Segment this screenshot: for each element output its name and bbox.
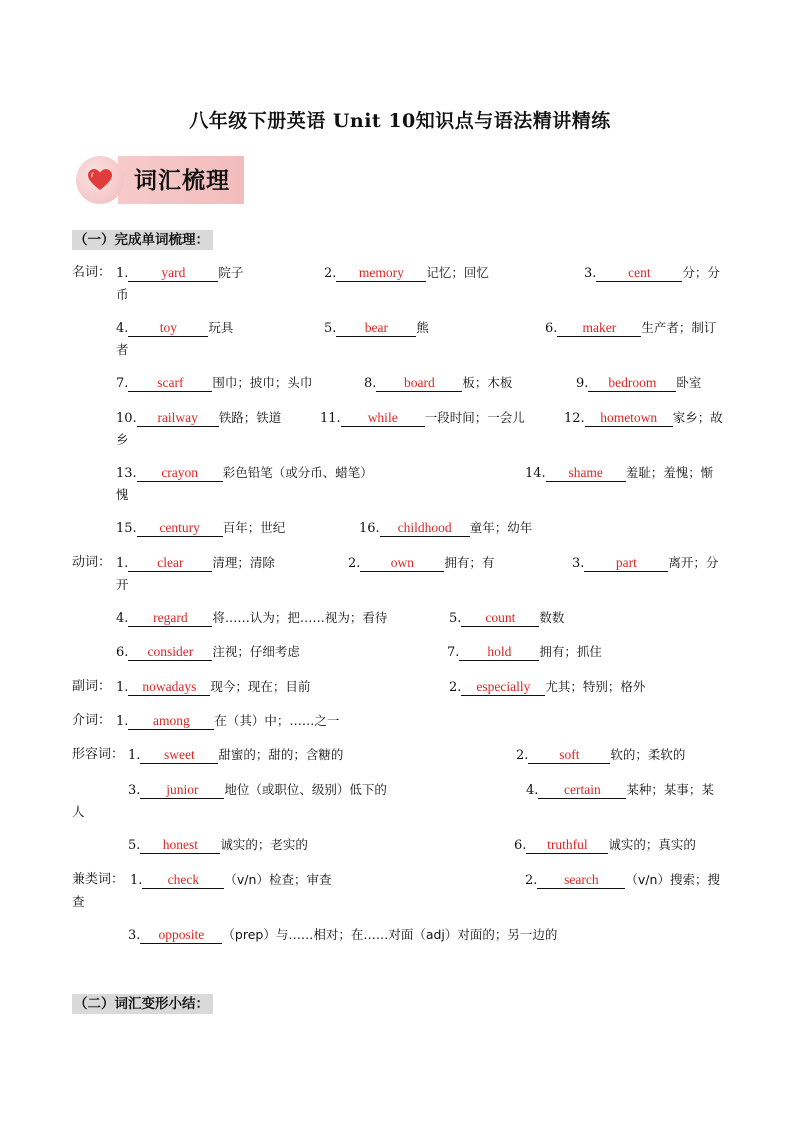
adjective-item: 5. honest 诚实的；老实的 xyxy=(128,837,308,853)
noun-item: 13. crayon 彩色铅笔（或分币、蜡笔） xyxy=(116,465,373,481)
section-heading-2: （二）词汇变形小结： xyxy=(72,994,213,1014)
noun-item: 10. railway 铁路；铁道 xyxy=(116,410,282,426)
answer-blank[interactable]: hometown xyxy=(585,410,673,427)
answer-blank[interactable]: sweet xyxy=(140,747,218,764)
adjective-item: 1. sweet 甜蜜的；甜的；含糖的 xyxy=(128,747,344,763)
noun-item-continued: 乡 xyxy=(116,432,129,447)
section-banner xyxy=(70,152,248,208)
answer-blank[interactable]: century xyxy=(137,520,223,537)
multi-item-continued: 查 xyxy=(72,894,85,909)
answer-blank[interactable]: count xyxy=(461,610,539,627)
answer-blank[interactable]: consider xyxy=(128,644,212,661)
answer-blank[interactable]: shame xyxy=(546,465,626,482)
answer-blank[interactable]: nowadays xyxy=(128,679,210,696)
noun-item: 4. toy 玩具 xyxy=(116,320,234,336)
noun-item: 16. childhood 童年；幼年 xyxy=(359,520,533,536)
answer-blank[interactable]: junior xyxy=(140,782,224,799)
noun-item-continued: 币 xyxy=(116,287,129,302)
verb-item: 7. hold 拥有；抓住 xyxy=(447,644,602,660)
answer-blank[interactable]: scarf xyxy=(128,375,212,392)
adjective-item: 3. junior 地位（或职位、级别）低下的 xyxy=(128,782,387,798)
noun-category-label: 名词： xyxy=(72,265,112,280)
adjective-category-label: 形容词： xyxy=(72,747,125,762)
noun-item: 12. hometown 家乡；故 xyxy=(564,410,723,426)
noun-item-continued: 愧 xyxy=(116,487,129,502)
answer-blank[interactable]: board xyxy=(376,375,462,392)
noun-item: 15. century 百年；世纪 xyxy=(116,520,286,536)
multi-category-label: 兼类词： xyxy=(72,872,125,887)
multi-item: 3. opposite （prep）与……相对；在……对面（adj）对面的；另一边的 xyxy=(128,927,558,943)
answer-blank[interactable]: memory xyxy=(336,265,426,282)
verb-item: 5. count 数数 xyxy=(449,610,565,626)
answer-blank[interactable]: among xyxy=(128,713,214,730)
verb-category-label: 动词： xyxy=(72,555,112,570)
verb-item: 2. own 拥有；有 xyxy=(348,555,495,571)
answer-blank[interactable]: certain xyxy=(538,782,626,799)
answer-blank[interactable]: crayon xyxy=(137,465,223,482)
banner-label: 词汇梳理 xyxy=(134,168,230,194)
banner-icon-circle xyxy=(76,156,124,204)
verb-item: 4. regard 将……认为；把……视为；看待 xyxy=(116,610,388,626)
verb-item: 1. clear 清理；清除 xyxy=(116,555,275,571)
noun-item: 14. shame 羞耻；羞愧；惭 xyxy=(525,465,714,481)
preposition-item: 1. among 在（其）中；……之一 xyxy=(116,713,340,729)
answer-blank[interactable]: soft xyxy=(528,747,610,764)
noun-item-continued: 者 xyxy=(116,342,129,357)
answer-blank[interactable]: bear xyxy=(336,320,416,337)
answer-blank[interactable]: while xyxy=(341,410,425,427)
noun-item: 7. scarf 围巾；披巾；头巾 xyxy=(116,375,313,391)
answer-blank[interactable]: opposite xyxy=(140,927,222,944)
answer-blank[interactable]: especially xyxy=(461,679,545,696)
answer-blank[interactable]: clear xyxy=(128,555,212,572)
verb-item-continued: 开 xyxy=(116,577,129,592)
adjective-item: 6. truthful 诚实的；真实的 xyxy=(514,837,696,853)
answer-blank[interactable]: bedroom xyxy=(588,375,676,392)
verb-item: 3. part 离开；分 xyxy=(572,555,719,571)
answer-blank[interactable]: truthful xyxy=(526,837,608,854)
multi-item: 1. check （v/n）检查；审查 xyxy=(130,872,332,888)
answer-blank[interactable]: honest xyxy=(140,837,220,854)
answer-blank[interactable]: toy xyxy=(128,320,208,337)
answer-blank[interactable]: yard xyxy=(128,265,218,282)
adjective-item-continued: 人 xyxy=(72,804,85,819)
adverb-item: 1. nowadays 现今；现在；目前 xyxy=(116,679,311,695)
verb-item: 6. consider 注视；仔细考虑 xyxy=(116,644,300,660)
answer-blank[interactable]: railway xyxy=(137,410,219,427)
answer-blank[interactable]: regard xyxy=(128,610,212,627)
answer-blank[interactable]: own xyxy=(360,555,444,572)
answer-blank[interactable]: search xyxy=(537,872,625,889)
adjective-item: 2. soft 软的；柔软的 xyxy=(516,747,686,763)
answer-blank[interactable]: check xyxy=(142,872,224,889)
noun-item: 2. memory 记忆；回忆 xyxy=(324,265,489,281)
noun-item: 9. bedroom 卧室 xyxy=(576,375,702,391)
multi-item: 2. search （v/n）搜索；搜 xyxy=(525,872,720,888)
section-heading-1: （一）完成单词梳理： xyxy=(72,230,213,250)
page-title: 八年级下册英语 Unit 10知识点与语法精讲精练 xyxy=(189,110,611,132)
adverb-category-label: 副词： xyxy=(72,679,112,694)
preposition-category-label: 介词： xyxy=(72,713,112,728)
noun-item: 5. bear 熊 xyxy=(324,320,429,336)
noun-item: 11. while 一段时间；一会儿 xyxy=(320,410,525,426)
noun-item: 8. board 板；木板 xyxy=(364,375,513,391)
noun-item: 1. yard 院子 xyxy=(116,265,244,281)
noun-item: 6. maker 生产者；制订 xyxy=(545,320,717,336)
answer-blank[interactable]: hold xyxy=(459,644,539,661)
adverb-item: 2. especially 尤其；特别；格外 xyxy=(449,679,646,695)
answer-blank[interactable]: cent xyxy=(596,265,682,282)
noun-item: 3. cent 分；分 xyxy=(584,265,720,281)
adjective-item: 4. certain 某种；某事；某 xyxy=(526,782,714,798)
answer-blank[interactable]: childhood xyxy=(380,520,470,537)
heart-icon xyxy=(87,168,113,192)
answer-blank[interactable]: part xyxy=(584,555,668,572)
answer-blank[interactable]: maker xyxy=(557,320,641,337)
